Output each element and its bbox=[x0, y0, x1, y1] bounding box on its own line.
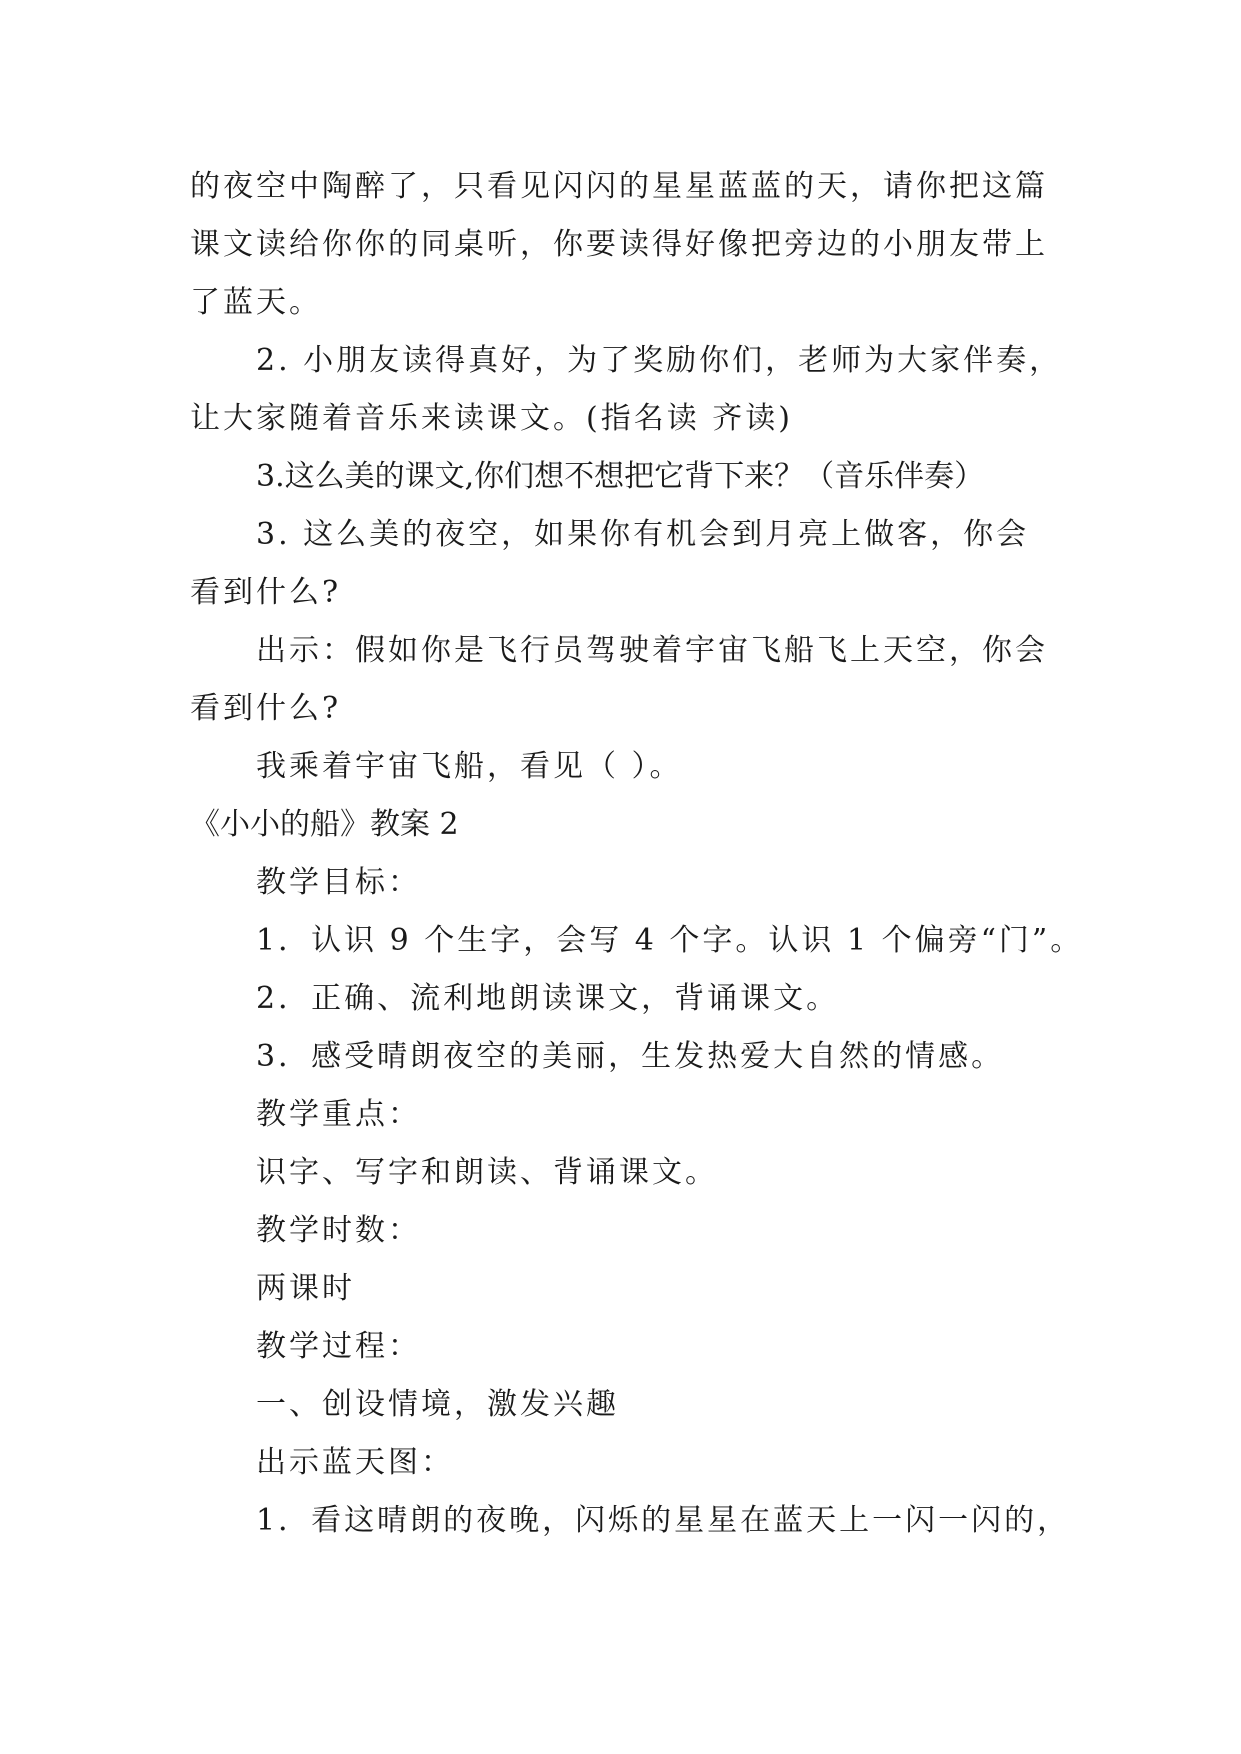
paragraph-line: 我乘着宇宙飞船，看见（ ）。 bbox=[256, 749, 683, 784]
paragraph-line: 2. 小朋友读得真好，为了奖励你们，老师为大家伴奏， bbox=[256, 343, 1063, 378]
paragraph-line: 课文读给你你的同桌听，你要读得好像把旁边的小朋友带上 bbox=[190, 227, 1048, 262]
paragraph-line: 教学重点： bbox=[256, 1097, 421, 1132]
paragraph-line: 的夜空中陶醉了，只看见闪闪的星星蓝蓝的天，请你把这篇 bbox=[190, 169, 1048, 204]
paragraph-line: 看到什么? bbox=[190, 575, 342, 610]
paragraph-line: 出示：假如你是飞行员驾驶着宇宙飞船飞上天空，你会 bbox=[256, 633, 1048, 668]
paragraph-line: 识字、写字和朗读、背诵课文。 bbox=[256, 1155, 718, 1190]
section-heading: 《小小的船》教案 2 bbox=[190, 807, 459, 842]
paragraph-line: 出示蓝天图： bbox=[256, 1445, 454, 1480]
paragraph-line: 教学目标： bbox=[256, 865, 421, 900]
paragraph-line: 教学过程： bbox=[256, 1329, 421, 1364]
document-body bbox=[190, 158, 1084, 1550]
paragraph-line: 一、创设情境，激发兴趣 bbox=[256, 1387, 619, 1422]
paragraph-line: 让大家随着音乐来读课文。(指名读 齐读) bbox=[190, 401, 793, 436]
paragraph-line: 看到什么? bbox=[190, 691, 342, 726]
paragraph-line: 1．看这晴朗的夜晚，闪烁的星星在蓝天上一闪一闪的， bbox=[256, 1503, 1071, 1538]
paragraph-line: 2．正确、流利地朗读课文，背诵课文。 bbox=[256, 981, 840, 1016]
paragraph-line: 两课时 bbox=[256, 1271, 355, 1306]
paragraph-line: 教学时数： bbox=[256, 1213, 421, 1248]
paragraph-line: 3. 这么美的夜空，如果你有机会到月亮上做客，你会 bbox=[256, 517, 1030, 552]
paragraph-line: 3.这么美的课文,你们想不想把它背下来？（音乐伴奏） bbox=[256, 459, 985, 494]
paragraph-line: 1．认识 9 个生字，会写 4 个字。认识 1 个偏旁“门”。 bbox=[256, 923, 1084, 958]
paragraph-line: 了蓝天。 bbox=[190, 285, 322, 320]
paragraph-line: 3．感受晴朗夜空的美丽，生发热爱大自然的情感。 bbox=[256, 1039, 1005, 1074]
